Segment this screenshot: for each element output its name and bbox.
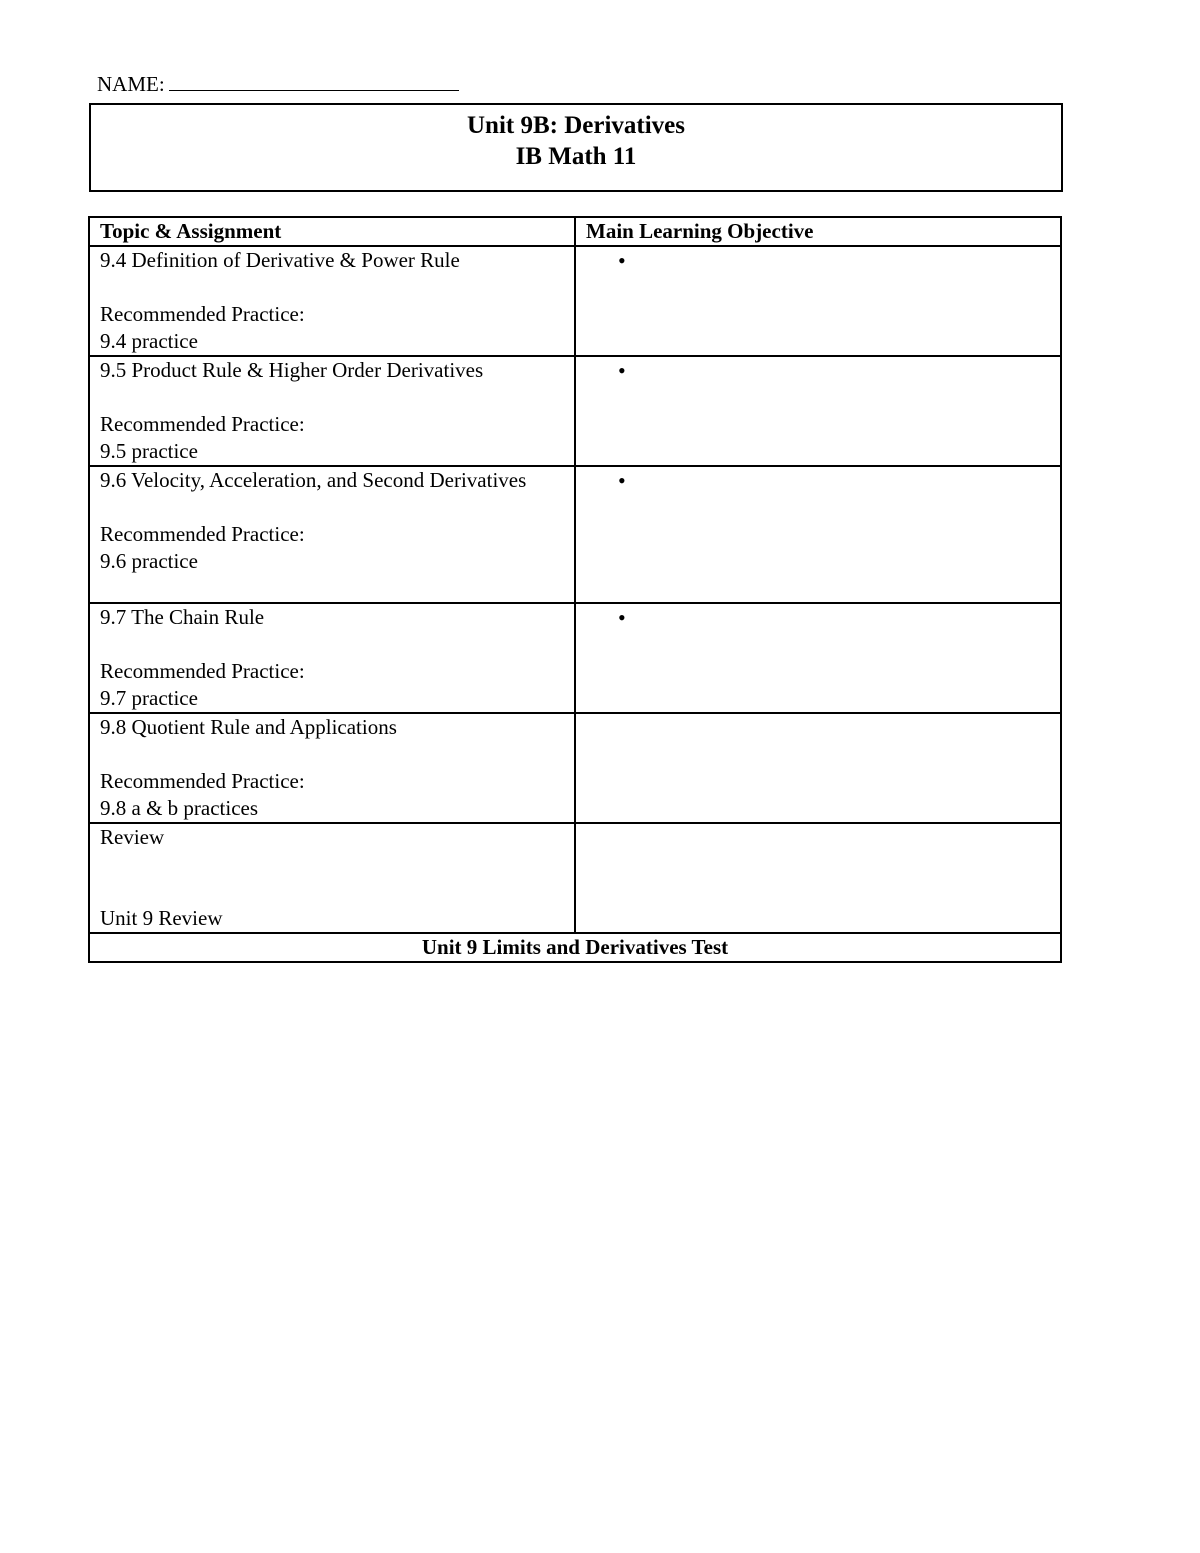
table-row <box>89 603 1061 713</box>
table-row <box>89 246 1061 356</box>
topic-title: 9.5 Product Rule & Higher Order Derivatives <box>100 358 484 382</box>
practice-assignment: 9.6 practice <box>100 549 198 573</box>
objective-cell[interactable] <box>575 356 1061 466</box>
table-row <box>89 713 1061 823</box>
table-header-row <box>89 217 1061 246</box>
unit-title: Unit 9B: Derivatives <box>466 112 686 139</box>
objective-cell[interactable] <box>575 823 1061 933</box>
column-header-objective: Main Learning Objective <box>575 217 1061 246</box>
topic-title: Review <box>100 825 165 849</box>
table-row <box>89 823 1061 933</box>
name-blank-line[interactable] <box>169 70 459 91</box>
practice-assignment: 9.5 practice <box>100 439 198 463</box>
objective-cell[interactable] <box>575 713 1061 823</box>
practice-label: Recommended Practice: <box>100 302 305 326</box>
objective-bullet: • <box>618 248 626 273</box>
objective-bullet: • <box>618 468 626 493</box>
topic-title: 9.7 The Chain Rule <box>100 605 265 629</box>
table-footer-row <box>89 933 1061 962</box>
topic-cell <box>89 356 575 466</box>
objective-bullet: • <box>618 358 626 383</box>
table-row <box>89 356 1061 466</box>
topic-title: 9.6 Velocity, Acceleration, and Second Derivatives <box>100 468 527 492</box>
objective-cell[interactable] <box>575 466 1061 603</box>
column-header-topic: Topic & Assignment <box>89 217 575 246</box>
topic-cell <box>89 823 575 933</box>
practice-label: Recommended Practice: <box>100 659 305 683</box>
topic-cell <box>89 246 575 356</box>
name-field[interactable] <box>97 70 459 98</box>
topic-cell <box>89 466 575 603</box>
topic-cell <box>89 603 575 713</box>
practice-assignment: 9.4 practice <box>100 329 198 353</box>
practice-label: Recommended Practice: <box>100 412 305 436</box>
course-title: IB Math 11 <box>515 143 637 170</box>
title-box <box>89 103 1063 192</box>
practice-assignment: Unit 9 Review <box>100 906 223 930</box>
topic-title: 9.8 Quotient Rule and Applications <box>100 715 397 739</box>
test-footer: Unit 9 Limits and Derivatives Test <box>89 933 1061 962</box>
topic-title: 9.4 Definition of Derivative & Power Rule <box>100 248 460 272</box>
practice-assignment: 9.7 practice <box>100 686 198 710</box>
topic-cell <box>89 713 575 823</box>
practice-label: Recommended Practice: <box>100 769 305 793</box>
practice-label: Recommended Practice: <box>100 522 305 546</box>
name-label: NAME: <box>97 72 165 96</box>
practice-assignment: 9.8 a & b practices <box>100 796 259 820</box>
table-row <box>89 466 1061 603</box>
objective-bullet: • <box>618 605 626 630</box>
objective-cell[interactable] <box>575 246 1061 356</box>
objective-cell[interactable] <box>575 603 1061 713</box>
unit-plan-table <box>88 216 1062 963</box>
